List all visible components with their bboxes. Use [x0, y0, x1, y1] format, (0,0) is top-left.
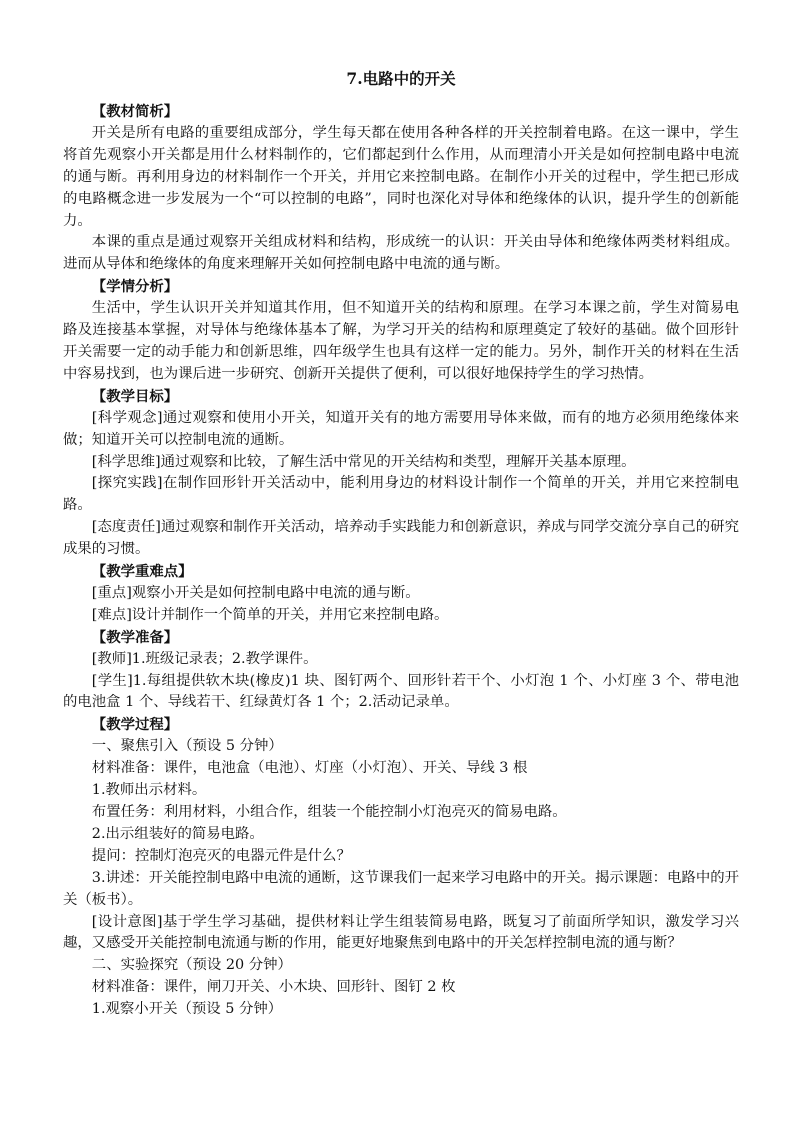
paragraph: [探究实践]在制作回形针开关活动中，能利用身边的材料设计制作一个简单的开关，并用它来控制电路。 [63, 475, 739, 514]
paragraph: 材料准备：课件，闸刀开关、小木块、回形针、图钉 2 枚 [91, 979, 456, 996]
section-heading: 【教学过程】 [91, 716, 179, 734]
paragraph: [重点]观察小开关是如何控制电路中电流的通与断。 [91, 584, 420, 601]
paragraph: 提问：控制灯泡亮灭的电器元件是什么？ [91, 847, 351, 864]
paragraph: 1.教师出示材料。 [91, 782, 207, 799]
paragraph: 本课的重点是通过观察开关组成材料和结构，形成统一的认识：开关由导体和绝缘体两类材料组成。进而从导体和绝缘体的角度来理解开关如何控制电路中电流的通与断。 [63, 234, 739, 273]
section-heading: 【教学重难点】 [91, 563, 193, 581]
paragraph: [难点]设计并制作一个简单的开关，并用它来控制电路。 [91, 606, 449, 623]
section-heading: 【教材简析】 [91, 103, 179, 120]
paragraph: [教师]1.班级记录表；2.教学课件。 [91, 650, 318, 667]
document-title: 7.电路中的开关 [346, 69, 456, 88]
paragraph: 开关是所有电路的重要组成部分，学生每天都在使用各种各样的开关控制着电路。在这一课中，学生将首先观察小开关都是用什么材料制作的，它们都起到什么作用，从而理清小开关是如何控制电路中电流的通与断。再利用身边的材料制作一个开关，并用它来控制电路。在制作小开关的过程中，学生把已形成的电路概念进一步发展为一个“可以控制的电路”，同时也深化对导体和绝缘体的认识，提升学生的创新能力。 [63, 124, 739, 229]
paragraph: 生活中，学生认识开关并知道其作用，但不知道开关的结构和原理。在学习本课之前，学生对简易电路及连接基本掌握，对导体与绝缘体基本了解，为学习开关的结构和原理奠定了较好的基础。做个回形针开关需要一定的动手能力和创新思维，四年级学生也具有这样一定的能力。另外，制作开关的材料在生活中容易找到，也为课后进一步研究、创新开关提供了便利，可以很好地保持学生的学习热情。 [63, 300, 739, 382]
paragraph: 一、聚焦引入（预设 5 分钟） [91, 738, 283, 755]
paragraph: [学生]1.每组提供软木块(橡皮)1 块、图钉两个、回形针若干个、小灯泡 1 个、小灯座 3 个、带电池的电池盒 1 个、导线若干、红绿黄灯各 1 个；2.活动记录单。 [63, 672, 739, 711]
paragraph: 材料准备：课件，电池盒（电池）、灯座（小灯泡）、开关、导线 3 根 [91, 760, 528, 777]
paragraph: 布置任务：利用材料，小组合作，组装一个能控制小灯泡亮灭的简易电路。 [91, 804, 567, 820]
paragraph: [设计意图]基于学生学习基础，提供材料让学生组装简易电路，既复习了前面所学知识，激发学习兴趣，又感受开关能控制电流通与断的作用，能更好地聚焦到电路中的开关怎样控制电流的通与断？ [63, 913, 739, 952]
paragraph: 1.观察小开关（预设 5 分钟） [91, 1001, 283, 1018]
section-heading: 【教学目标】 [91, 387, 179, 405]
paragraph: [态度责任]通过观察和制作开关活动，培养动手实践能力和创新意识，养成与同学交流分享自己的研究成果的习惯。 [63, 519, 739, 558]
paragraph: 3.讲述：开关能控制电路中电流的通断，这节课我们一起来学习电路中的开关。揭示课题：电路中的开关（板书）。 [63, 869, 739, 908]
document-page [63, 68, 739, 1021]
section-heading: 【教学准备】 [91, 628, 179, 646]
paragraph: [科学观念]通过观察和使用小开关，知道开关有的地方需要用导体来做，而有的地方必须用绝缘体来做；知道开关可以控制电流的通断。 [63, 409, 739, 448]
paragraph: 2.出示组装好的简易电路。 [91, 825, 264, 842]
paragraph: [科学思维]通过观察和比较，了解生活中常见的开关结构和类型，理解开关基本原理。 [91, 453, 636, 470]
paragraph: 二、实验探究（预设 20 分钟） [91, 957, 292, 974]
section-heading: 【学情分析】 [91, 278, 179, 296]
